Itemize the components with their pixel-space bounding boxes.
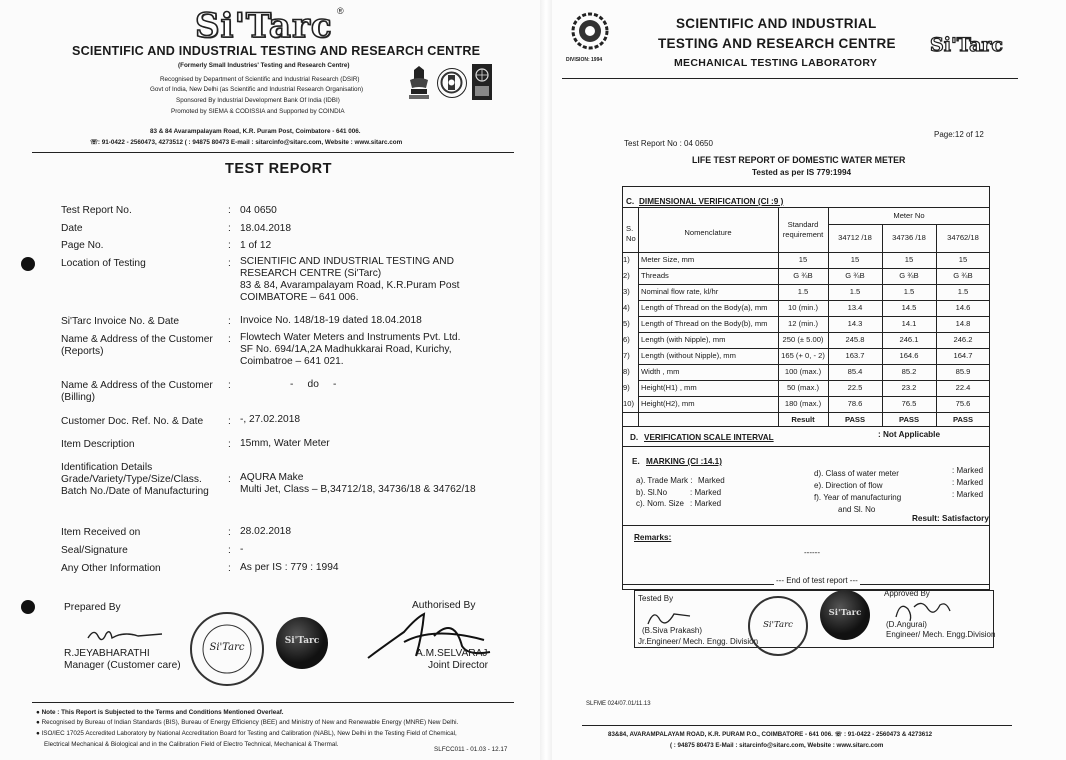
field-label-received-on: Item Received on <box>61 527 141 538</box>
row-meter-value: 14.6 <box>955 303 971 312</box>
row-nomenclature: Meter Size, mm <box>641 255 695 264</box>
remarks-value: ------ <box>804 548 820 557</box>
recognition-line: Promoted by SIEMA & CODISSIA and Supported by COINDIA <box>171 108 345 115</box>
row-meter-value: 22.4 <box>955 383 971 392</box>
seal-label: Si'Tarc <box>209 642 245 653</box>
row-meter-value: 85.4 <box>847 367 863 376</box>
marking-value: : Marked <box>952 478 984 487</box>
field-value-customer-reports: Coimbatroe – 641 021. <box>240 356 344 367</box>
field-value-identification: AQURA Make <box>240 472 304 483</box>
section-e-heading: MARKING (Cl :14.1) <box>646 457 722 466</box>
approver-right-role: Engineer/ Mech. Engg.Division <box>886 630 996 639</box>
row-standard: 12 (min.) <box>788 319 818 328</box>
black-seal-label: Si'Tarc <box>284 636 320 646</box>
row-meter-value: 15 <box>850 255 860 264</box>
approved-by-label: Approved By <box>884 589 930 598</box>
field-value-doc-ref: -, 27.02.2018 <box>240 414 301 425</box>
row-meter-value: 14.8 <box>955 319 971 328</box>
footer-note: ● Recognised by Bureau of Indian Standards (BIS), Bureau of Energy Efficiency (BEE) and Ministry of New and Renewable Energy (MNRE) New Delhi. <box>36 719 459 726</box>
section-d-letter: D. <box>630 433 639 442</box>
row-meter-value: G ¾B <box>953 271 973 280</box>
right-title-line1: SCIENTIFIC AND INDUSTRIAL <box>676 16 877 31</box>
right-title-line2: TESTING AND RESEARCH CENTRE <box>658 36 896 51</box>
row-number: 6) <box>623 335 630 344</box>
marking-value: : Marked <box>952 466 984 475</box>
row-meter-value: 14.3 <box>847 319 863 328</box>
section-c-heading: DIMENSIONAL VERIFICATION (Cl :9 ) <box>639 197 784 206</box>
report-title: TEST REPORT <box>225 161 333 177</box>
field-value-date: 18.04.2018 <box>240 223 291 234</box>
recognition-line: Sponsored By Industrial Development Bank Of India (IDBI) <box>176 97 340 104</box>
sitarc-round-seal <box>190 612 264 686</box>
right-black-seal <box>820 590 870 640</box>
result-value: PASS <box>844 415 866 424</box>
right-footer-divider <box>582 725 1012 726</box>
result-value: PASS <box>898 415 920 424</box>
right-header-divider <box>562 78 1018 79</box>
row-nomenclature: Threads <box>641 271 669 280</box>
row-nomenclature: Length (with Nipple), mm <box>641 335 726 344</box>
row-number: 7) <box>623 351 630 360</box>
un-emblem-icon <box>472 64 492 100</box>
punch-hole <box>21 600 35 614</box>
field-value-customer-billing: - do - <box>290 379 337 390</box>
field-label-customer-reports: (Reports) <box>61 346 104 357</box>
recognition-line: Govt of India, New Delhi (as Scientific and Industrial Research Organisation) <box>150 86 364 93</box>
row-standard: 15 <box>798 255 808 264</box>
row-nomenclature: Height(H1) , mm <box>641 383 697 392</box>
row-meter-value: 75.6 <box>955 399 971 408</box>
row-meter-value: G ¾B <box>845 271 865 280</box>
right-sitarc-logo: Si'Tarc <box>930 34 1003 56</box>
row-nomenclature: Width , mm <box>641 367 680 376</box>
row-number: 1) <box>623 255 630 264</box>
col-header-sno: No <box>626 234 636 243</box>
page-number: Page:12 of 12 <box>934 130 984 139</box>
preparer-name: R.JEYABHARATHI <box>64 648 150 659</box>
row-meter-value: 246.1 <box>899 335 919 344</box>
row-meter-value: G ¾B <box>899 271 919 280</box>
col-header-nomenclature: Nomenclature <box>684 228 732 237</box>
right-round-seal <box>748 596 808 656</box>
row-meter-value: 1.5 <box>957 287 969 296</box>
marking-value: : Marked <box>952 490 984 499</box>
col-header-meter: 34712 /18 <box>838 233 872 242</box>
field-value-customer-reports: SF No. 694/1A,2A Madhukkarai Road, Kurichy, <box>240 344 452 355</box>
result-label: Result <box>791 415 815 424</box>
approver-right-name: (D.Angurai) <box>886 620 927 629</box>
form-code: SLFCC011 - 01.03 - 12.17 <box>434 746 508 753</box>
row-standard: G ¾B <box>793 271 813 280</box>
row-nomenclature: Nominal flow rate, kl/hr <box>641 287 719 296</box>
field-label-page: Page No. <box>61 240 104 251</box>
tested-by-label: Tested By <box>638 594 674 603</box>
section-e-letter: E. <box>632 457 640 466</box>
field-label-identification: Batch No./Date of Manufacturing <box>61 486 209 497</box>
section-d-value: : Not Applicable <box>878 430 941 439</box>
tester-role: Jr.Engineer/ Mech. Engg. Division <box>638 637 759 646</box>
row-meter-value: 163.7 <box>845 351 865 360</box>
result-value: PASS <box>952 415 974 424</box>
tn-emblem-icon <box>437 68 467 98</box>
field-label-customer-billing: Name & Address of the Customer <box>61 380 213 391</box>
field-label-customer-reports: Name & Address of the Customer <box>61 334 213 345</box>
address-line: 83 & 84 Avarampalayam Road, K.R. Puram Post, Coimbatore - 641 006. <box>150 128 361 135</box>
marking-item: a). Trade Mark : <box>636 476 693 485</box>
right-black-seal-label: Si'Tarc <box>828 608 862 618</box>
marking-value: : Marked <box>690 488 722 497</box>
row-standard: 50 (max.) <box>786 383 820 392</box>
footer-note: Electrical Mechanical & Biological and in the Calibration Field of Electro Technical, Mechanical & Thermal. <box>44 741 339 748</box>
govt-emblem-icon <box>406 66 432 100</box>
section-d-heading: VERIFICATION SCALE INTERVAL <box>644 433 774 442</box>
field-label-identification: Grade/Variety/Type/Size/Class. <box>61 474 202 485</box>
row-meter-value: 14.5 <box>901 303 917 312</box>
row-standard: 165 (+ 0, - 2) <box>781 351 825 360</box>
row-standard: 10 (min.) <box>788 303 818 312</box>
test-report-no: Test Report No : 04 0650 <box>624 139 713 148</box>
row-meter-value: 15 <box>958 255 968 264</box>
row-meter-value: 15 <box>904 255 914 264</box>
row-nomenclature: Length of Thread on the Body(a), mm <box>641 303 768 312</box>
row-meter-value: 1.5 <box>849 287 861 296</box>
row-meter-value: 85.9 <box>955 367 971 376</box>
row-number: 3) <box>623 287 630 296</box>
field-value-location: 83 & 84, Avarampalayam Road, K.R.Puram Post <box>240 280 460 291</box>
row-meter-value: 78.6 <box>847 399 863 408</box>
field-label-seal-signature: Seal/Signature <box>61 545 128 556</box>
row-number: 4) <box>623 303 630 312</box>
division-emblem-icon <box>570 12 610 56</box>
row-meter-value: 1.5 <box>903 287 915 296</box>
right-footer-line1: 83&84, AVARAMPALAYAM ROAD, K.R. PURAM P.O., COIMBATORE - 641 006. ☏ : 91-0422 - 2560473 & 4273612 <box>608 731 933 738</box>
row-standard: 250 (± 5.00) <box>782 335 824 344</box>
row-number: 2) <box>623 271 630 280</box>
footer-note: ● ISO/IEC 17025 Accredited Laboratory by National Accreditation Board for Testing and Calibration (NABL), New Delhi in the Testing Field of Chemical, <box>36 730 457 737</box>
row-number: 10) <box>623 399 634 408</box>
field-value-location: COIMBATORE – 641 006. <box>240 292 359 303</box>
field-label-invoice: Si'Tarc Invoice No. & Date <box>61 316 180 327</box>
life-test-title: LIFE TEST REPORT OF DOMESTIC WATER METER <box>692 155 906 165</box>
field-value-invoice: Invoice No. 148/18-19 dated 18.04.2018 <box>240 315 422 326</box>
marking-value: : Marked <box>690 499 722 508</box>
punch-hole <box>21 257 35 271</box>
field-value-identification: Multi Jet, Class – B,34712/18, 34736/18 & 34762/18 <box>240 484 476 495</box>
row-meter-value: 85.2 <box>901 367 917 376</box>
field-value-customer-reports: Flowtech Water Meters and Instruments Pvt. Ltd. <box>240 332 461 343</box>
approver-role: Joint Director <box>428 660 489 671</box>
field-label-identification: Identification Details <box>61 462 153 473</box>
field-label-date: Date <box>61 223 83 234</box>
col-header-meter: 34736 /18 <box>892 233 926 242</box>
row-meter-value: 13.4 <box>847 303 863 312</box>
sitarc-black-seal <box>276 617 328 669</box>
emblem-caption: DIVISION: 1994 <box>566 57 603 63</box>
sitarc-logo: Si'Tarc <box>195 6 333 46</box>
registered-mark: ® <box>337 6 344 16</box>
field-value-location: RESEARCH CENTRE (Si'Tarc) <box>240 268 382 279</box>
row-meter-value: 76.5 <box>901 399 917 408</box>
marking-item: f). Year of manufacturing <box>814 493 902 502</box>
header-divider <box>32 152 514 153</box>
prepared-by-label: Prepared By <box>64 602 121 613</box>
right-seal-label: Si'Tarc <box>763 620 793 630</box>
field-label-item-description: Item Description <box>61 439 135 450</box>
row-number: 9) <box>623 383 630 392</box>
field-value-item-description: 15mm, Water Meter <box>240 438 330 449</box>
field-value-received-on: 28.02.2018 <box>240 526 291 537</box>
marking-item: b). Sl.No <box>636 488 668 497</box>
field-value-seal-signature: - <box>240 544 244 555</box>
col-header-sno: S. <box>626 224 634 233</box>
col-header-standard: Standard <box>787 220 819 229</box>
preparer-role: Manager (Customer care) <box>64 660 181 671</box>
tester-name: (B.Siva Prakash) <box>642 626 703 635</box>
col-header-standard: requirement <box>782 230 824 239</box>
section-c-letter: C. <box>626 197 635 206</box>
col-header-meter-no: Meter No <box>893 211 925 220</box>
row-standard: 180 (max.) <box>784 399 822 408</box>
right-footer-line2: ( : 94875 80473 E-Mail : sitarcinfo@sitarc.com, Website : www.sitarc.com <box>670 742 884 749</box>
row-standard: 1.5 <box>797 287 809 296</box>
row-standard: 100 (max.) <box>784 367 822 376</box>
marking-result: Result: Satisfactory <box>912 514 989 523</box>
field-value-other-info: As per IS : 779 : 1994 <box>240 562 339 573</box>
marking-item: e). Direction of flow <box>814 481 883 490</box>
row-meter-value: 164.7 <box>953 351 973 360</box>
field-label-location: Location of Testing <box>61 258 146 269</box>
footer-divider <box>32 702 514 703</box>
row-meter-value: 14.1 <box>901 319 917 328</box>
footer-note: ● Note : This Report is Subjected to the Terms and Conditions Mentioned Overleaf. <box>36 709 284 716</box>
row-meter-value: 164.6 <box>899 351 919 360</box>
contact-line: ☏: 91-0422 - 2560473, 4273512 ( : 94875 80473 E-mail : sitarcinfo@sitarc.com, Website : www.sitarc.com <box>90 139 403 146</box>
test-report-page: Si'Tarc ® SCIENTIFIC AND INDUSTRIAL TESTING AND RESEARCH CENTRE (Formerly Small Industries' Testing and Research Centre) Recognised by Department of Scientific and Industrial Research (DSIR) Govt of India, New Delhi (as Scientific and Industrial Research Organisation) Sponsored By Industrial Development Bank Of India (IDBI) Promoted by SIEMA & CODISSIA and Supported by COINDIA 83 & 84 Avarampalayam Road, K.R. Puram Post, Coimbatore - 641 006. ☏: 91-0422 - 2560473, 4273512 ( : 94875 80473 E-mail : sitarcinfo@sitarc.com, Website : www.sitarc.com TEST REPORT Test Report No. : 04 0650 Date : 18.04.2018 Page No. : 1 of 12 Location of Testing : SCIENTIFIC AND INDUSTRIAL TESTING AND RESEARCH CENTRE (Si'Tarc) 83 & 84, Avarampalayam Road, K.R.Puram Post COIMBATORE – 641 006. Si'Tarc Invoice No. & Date : Invoice No. 148/18-19 dated 18.04.2018 Name & Address of the Customer (Reports) : Flowtech Water Meters and Instruments Pvt. Ltd. SF No. 694/1A,2A Madhukkarai Road, Kurichy, Coimbatroe – 641 021. Name & Address of the Customer (Billing) : - do - Customer Doc. Ref. No. & Date : -, 27.02.2018 Item Description : 15mm, Water Meter Identification Details Grade/Variety/Type/Size/Class. Batch No./Date of Manufacturing : AQURA Make Multi Jet, Class – B,34712/18, 34736/18 & 34762/18 Item Received on : 28.02.2018 Seal/Signature : - Any Other Information : As per IS : 779 : 1994 Prepared By R.JEYABHARATHI Manager (Customer care) Si'Tarc Si'Tarc Authorised By A.M.SELVARAJ Joint Director ● Note : This Report is Subjected to the Terms and Conditions Mentioned Overleaf. ● Recognised by Bureau of Indian Standards (BIS), Bureau of Energy Efficiency (BEE) and Ministry of New and Renewable Energy (MNRE) New Delhi. ● ISO/IEC 17025 Accredited Laboratory by National Accreditation Board for Testing and Calibration (NABL), New Delhi in the Testing Field of Chemical, Electrical Mechanical & Biological and in the Calibration Field of Electro Technical, Mechanical & Thermal. SLFCC011 - 01.03 - 12.17 <box>0 0 540 760</box>
row-number: 5) <box>623 319 630 328</box>
field-label-customer-billing: (Billing) <box>61 392 95 403</box>
row-nomenclature: Length of Thread on the Body(b), mm <box>641 319 768 328</box>
right-title-line3: MECHANICAL TESTING LABORATORY <box>674 57 878 69</box>
field-value-page: 1 of 12 <box>240 240 272 251</box>
col-header-meter: 34762/18 <box>947 233 979 242</box>
marking-item: c). Nom. Size <box>636 499 685 508</box>
row-meter-value: 23.2 <box>901 383 917 392</box>
approver-name: A.M.SELVARAJ <box>416 648 488 659</box>
recognition-line: Recognised by Department of Scientific and Industrial Research (DSIR) <box>160 76 360 83</box>
page-gutter <box>540 0 552 760</box>
right-form-code: SLFME 024/07.01/11.13 <box>586 701 651 707</box>
row-meter-value: 246.2 <box>953 335 973 344</box>
row-meter-value: 22.5 <box>847 383 863 392</box>
row-meter-value: 245.8 <box>845 335 865 344</box>
field-label-other-info: Any Other Information <box>61 563 161 574</box>
life-test-subtitle: Tested as per IS 779:1994 <box>752 168 852 177</box>
field-label-doc-ref: Customer Doc. Ref. No. & Date <box>61 416 204 427</box>
marking-item: d). Class of water meter <box>814 469 899 478</box>
row-nomenclature: Height(H2), mm <box>641 399 695 408</box>
formerly-line: (Formerly Small Industries' Testing and Research Centre) <box>178 62 350 69</box>
marking-extra: and Sl. No <box>838 505 876 514</box>
life-test-report-page <box>552 0 1066 760</box>
field-label-report-no: Test Report No. <box>61 205 132 216</box>
org-title: SCIENTIFIC AND INDUSTRIAL TESTING AND RESEARCH CENTRE <box>72 44 481 58</box>
remarks-label: Remarks: <box>634 533 672 542</box>
field-value-report-no: 04 0650 <box>240 205 277 216</box>
end-of-report: --- End of test report --- <box>776 576 858 585</box>
marking-value: Marked <box>698 476 725 485</box>
field-value-location: SCIENTIFIC AND INDUSTRIAL TESTING AND <box>240 256 454 267</box>
row-nomenclature: Length (without Nipple), mm <box>641 351 736 360</box>
authorised-by-label: Authorised By <box>412 600 476 611</box>
row-number: 8) <box>623 367 630 376</box>
